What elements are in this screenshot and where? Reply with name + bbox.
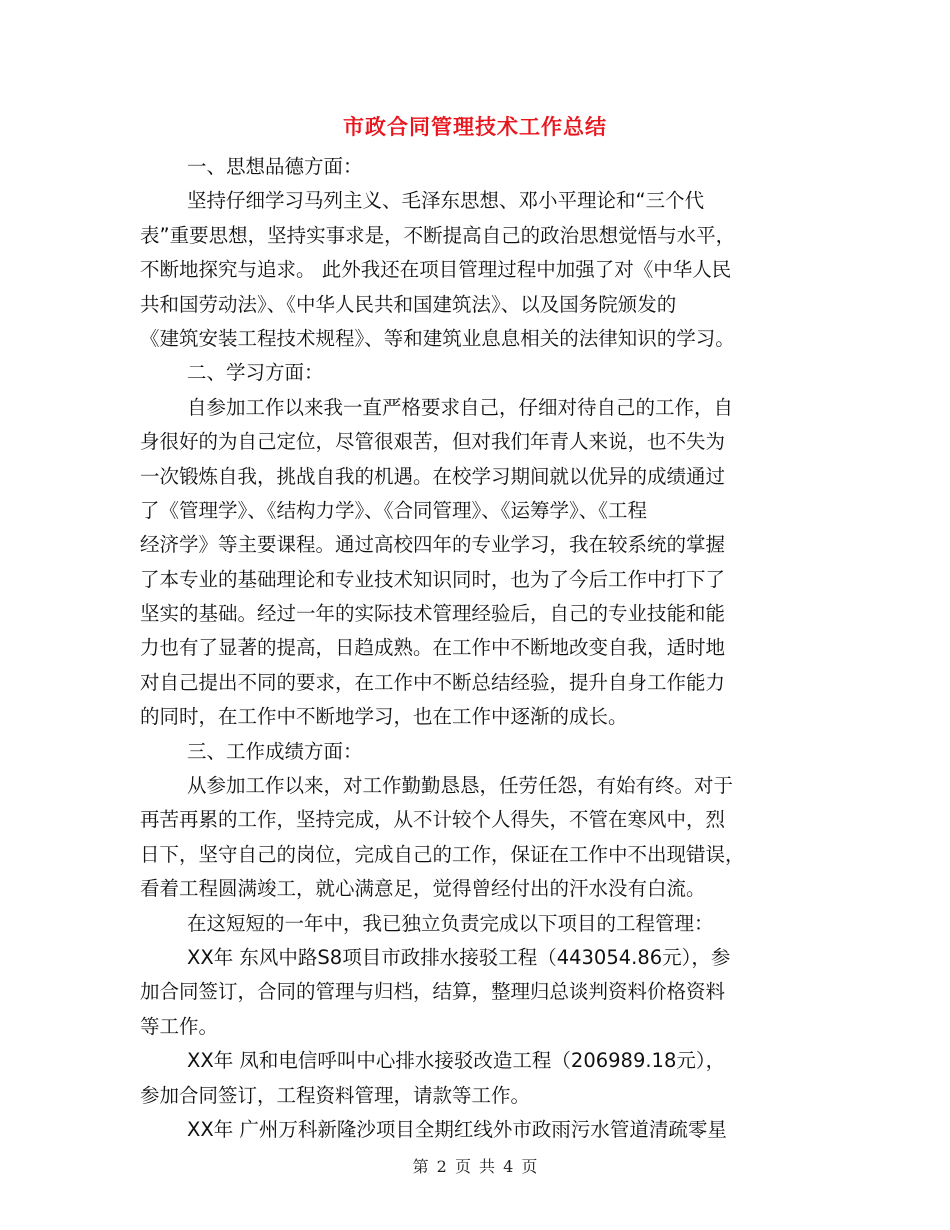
paragraph-line: 加合同签订，合同的管理与归档，结算，整理归总谈判资料价格资料 [140,980,726,1004]
paragraph-line: 自参加工作以来我一直严格要求自己，仔细对待自己的工作，自 [187,395,734,419]
project-line: XX年 东风中路S8项目市政排水接驳工程（443054.86元），参 [187,945,731,969]
paragraph-line: 共和国劳动法》、《中华人民共和国建筑法》、以及国务院颁发的 [140,292,677,316]
paragraph-line: 对自己提出不同的要求，在工作中不断总结经验，提升自身工作能力 [140,670,726,694]
section-heading-ideology: 一、思想品德方面： [187,155,363,178]
project-line: XX年 凤和电信呼叫中心排水接驳改造工程（206989.18元）， [187,1049,726,1073]
paragraph-line: 看着工程圆满竣工，就心满意足，觉得曾经付出的汗水没有白流。 [140,877,706,901]
paragraph-line: 身很好的为自己定位，尽管很艰苦，但对我们年青人来说，也不失为 [140,430,726,454]
paragraph-line: 经济学》等主要课程。通过高校四年的专业学习，我在较系统的掌握 [140,533,726,557]
paragraph-line: 在这短短的一年中，我已独立负责完成以下项目的工程管理： [187,911,714,935]
paragraph-line: 的同时，在工作中不断地学习，也在工作中逐渐的成长。 [140,705,628,729]
paragraph-line: 了本专业的基础理论和专业技术知识同时，也为了今后工作中打下了 [140,567,726,591]
paragraph-line: 等工作。 [140,1014,219,1038]
section-heading-achievements: 三、工作成绩方面： [187,739,363,763]
paragraph-line: 《建筑安装工程技术规程》、等和建筑业息息相关的法律知识的学习。 [140,326,735,350]
paragraph-line: 表”重要思想，坚持实事求是，不断提高自己的政治思想觉悟与水平， [140,223,736,247]
project-line: XX年 广州万科新隆沙项目全期红线外市政雨污水管道清疏零星 [187,1117,727,1141]
paragraph-line: 不断地探究与追求。 此外我还在项目管理过程中加强了对《中华人民 [140,258,732,282]
document-title: 市政合同管理技术工作总结 [343,114,607,139]
paragraph-line: 坚持仔细学习马列主义、毛泽东思想、邓小平理论和“三个代 [187,189,705,213]
paragraph-line: 日下，坚守自己的岗位，完成自己的工作，保证在工作中不出现错误， [140,842,745,866]
page-number-footer: 第 2 页 共 4 页 [412,1157,538,1176]
paragraph-line: 再苦再累的工作，坚持完成，从不计较个人得失，不管在寒风中，烈 [140,808,726,832]
paragraph-line: 从参加工作以来，对工作勤勤恳恳，任劳任怨，有始有终。对于 [187,774,734,798]
section-heading-study: 二、学习方面： [187,361,324,385]
document-body [140,150,808,1147]
paragraph-line: 参加合同签订，工程资料管理，请款等工作。 [140,1083,531,1107]
paragraph-line: 力也有了显著的提高，日趋成熟。在工作中不断地改变自我，适时地 [140,636,726,660]
paragraph-line: 坚实的基础。经过一年的实际技术管理经验后，自己的专业技能和能 [140,602,726,626]
paragraph-line: 一次锻炼自我，挑战自我的机遇。在校学习期间就以优异的成绩通过 [140,464,726,488]
paragraph-line: 了《管理学》、《结构力学》、《合同管理》、《运筹学》、《工程 [140,498,648,522]
